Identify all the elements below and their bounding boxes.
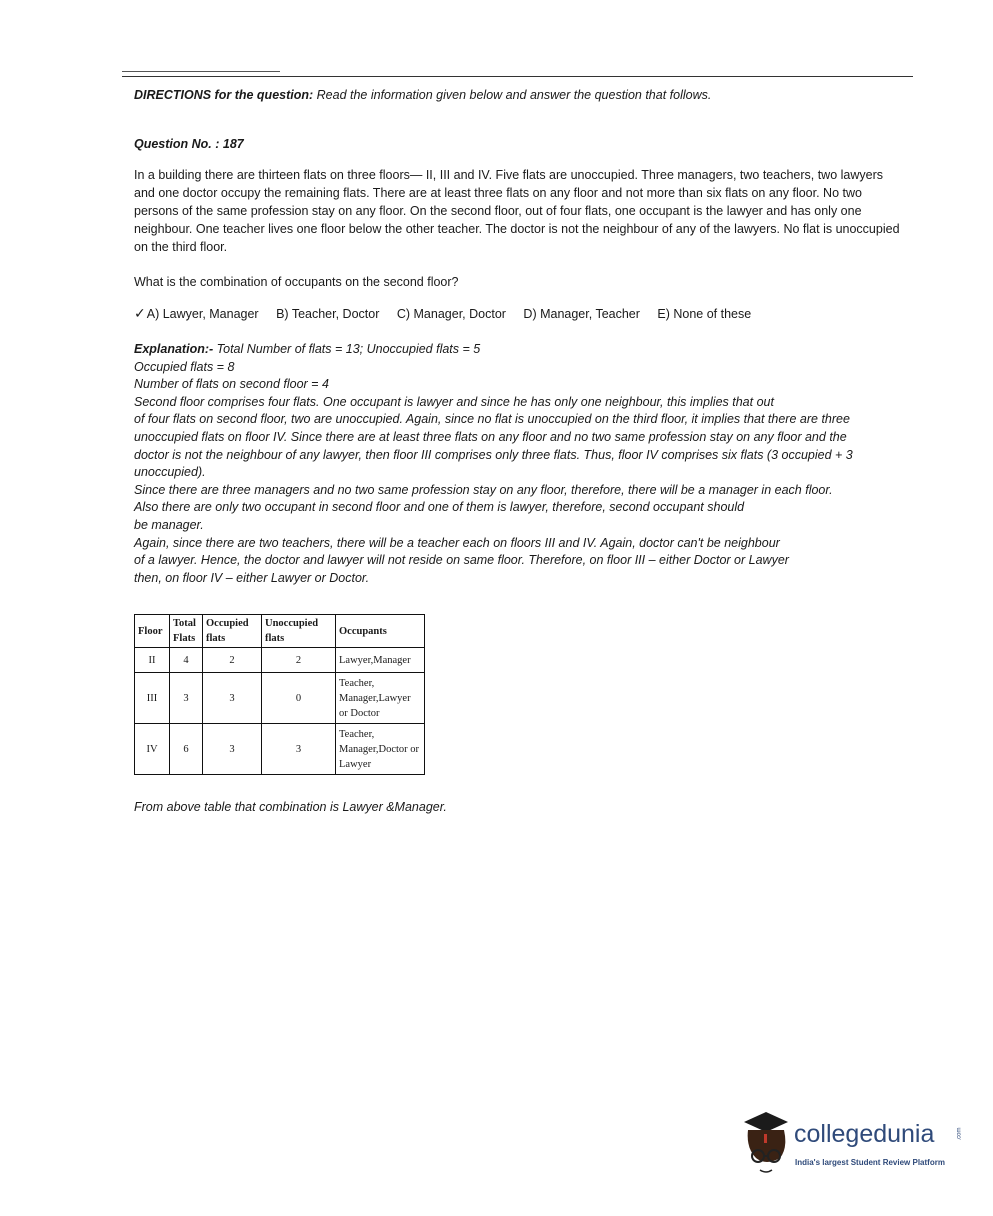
- explanation: [134, 341, 909, 587]
- table-row: [135, 724, 425, 775]
- explanation-line: Occupied flats = 8: [134, 359, 235, 374]
- option-e: E) None of these: [657, 307, 752, 321]
- option-d: D) Manager, Teacher: [523, 307, 640, 321]
- option-c: C) Manager, Doctor: [396, 307, 506, 321]
- option-b: B) Teacher, Doctor: [276, 307, 380, 321]
- cell-occupied: 2: [203, 648, 262, 673]
- table-row: [135, 673, 425, 724]
- cell-total: 3: [170, 673, 203, 724]
- cell-total: 4: [170, 648, 203, 673]
- directions-text: Read the information given below and answer the question that follows.: [313, 88, 712, 102]
- explanation-line: Also there are only two occupant in second floor and one of them is lawyer, therefore, second occupant should: [134, 500, 745, 515]
- conclusion: From above table that combination is Lawyer &Manager.: [134, 800, 447, 814]
- header-occupants: Occupants: [336, 615, 425, 648]
- explanation-line: doctor is not the neighbour of any lawyer, then floor III comprises only three flats. Thus, floor IV comprises six flats (3 occupied + 3: [134, 447, 853, 462]
- cell-unoccupied: 0: [262, 673, 336, 724]
- explanation-first-line: Explanation:- Total Number of flats = 13; Unoccupied flats = 5: [134, 342, 481, 356]
- cell-occupied: 3: [203, 673, 262, 724]
- header-rule: [122, 76, 913, 77]
- logo-com: .com: [956, 1127, 963, 1141]
- cell-floor: II: [135, 648, 170, 673]
- logo-wordmark: collegedunia: [794, 1120, 935, 1148]
- question-number: Question No. : 187: [134, 137, 244, 151]
- explanation-line: of four flats on second floor, two are unoccupied. Again, since no flat is unoccupied on the third floor, it implies that there are three: [134, 412, 850, 427]
- table-header-row: [135, 615, 425, 648]
- check-icon: ✓: [134, 305, 146, 321]
- header-total-flats: Total Flats: [170, 615, 203, 648]
- cell-unoccupied: 3: [262, 724, 336, 775]
- graduation-cap-icon: [744, 1112, 788, 1132]
- header-occupied-flats: Occupied flats: [203, 615, 262, 648]
- flats-table: [134, 614, 425, 775]
- cell-floor: IV: [135, 724, 170, 775]
- explanation-line: Second floor comprises four flats. One occupant is lawyer and since he has only one neighbour, this implies that out: [134, 394, 774, 409]
- header-rule-short: [122, 71, 280, 72]
- explanation-line: Number of flats on second floor = 4: [134, 377, 329, 392]
- logo-tagline: India's largest Student Review Platform: [795, 1158, 945, 1167]
- cell-floor: III: [135, 673, 170, 724]
- answer-options: [134, 305, 765, 322]
- cell-occupants: Teacher, Manager,Doctor or Lawyer: [336, 724, 425, 775]
- question-text: In a building there are thirteen flats on three floors— II, III and IV. Five flats are unoccupied. Three managers, two teachers, two lawyers and one doctor occupy the remaining flats. There are at least three flats on any floor and not more than six flats on any floor. No two persons of the same profession stay on any floor. On the second floor, out of four flats, one occupant is the lawyer and has only one neighbour. One teacher lives one floor below the other teacher. The doctor is not the neighbour of any of the lawyers. No flat is unoccupied on the third floor.: [134, 168, 900, 254]
- explanation-label: Explanation:-: [134, 342, 214, 356]
- explanation-line: Again, since there are two teachers, there will be a teacher each on floors III and IV. Again, doctor can't be neighbour: [134, 535, 780, 550]
- cell-occupants: Teacher, Manager,Lawyer or Doctor: [336, 673, 425, 724]
- table-row: [135, 648, 425, 673]
- cell-total: 6: [170, 724, 203, 775]
- cell-occupants: Lawyer,Manager: [336, 648, 425, 673]
- header-unoccupied-flats: Unoccupied flats: [262, 615, 336, 648]
- explanation-line: be manager.: [134, 517, 204, 532]
- cell-occupied: 3: [203, 724, 262, 775]
- question-prompt: What is the combination of occupants on the second floor?: [134, 275, 459, 289]
- header-floor: Floor: [135, 615, 170, 648]
- directions: [134, 88, 711, 102]
- cell-unoccupied: 2: [262, 648, 336, 673]
- explanation-line: then, on floor IV – either Lawyer or Doctor.: [134, 570, 370, 585]
- explanation-line: unoccupied flats on floor IV. Since there are at least three flats on any floor and no two same profession stay on any floor and the: [134, 429, 847, 444]
- explanation-line: unoccupied).: [134, 465, 206, 480]
- explanation-line: Since there are three managers and no two same profession stay on any floor, therefore, there will be a manager in each floor.: [134, 482, 833, 497]
- explanation-line: of a lawyer. Hence, the doctor and lawyer will not reside on same floor. Therefore, on floor III – either Doctor or Lawyer: [134, 553, 789, 568]
- directions-label: DIRECTIONS for the question:: [134, 88, 314, 102]
- option-a: ✓A) Lawyer, Manager: [134, 305, 259, 321]
